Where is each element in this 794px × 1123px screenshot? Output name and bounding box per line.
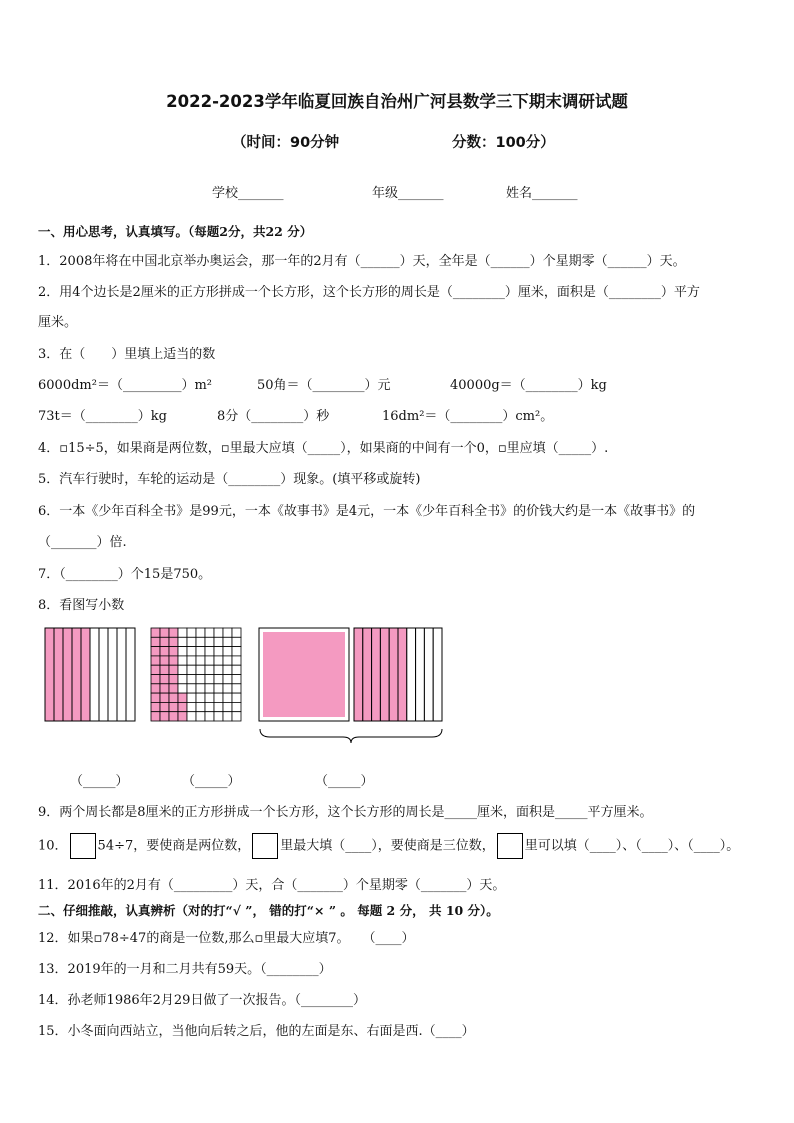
question-2-cont: 厘米。 <box>38 315 78 330</box>
hundredth-cell <box>232 628 241 637</box>
hundredth-cell <box>178 665 187 674</box>
section-1-heading: 一、用心思考，认真填写。（每题2分，共22 分） <box>38 224 313 239</box>
tenth-strip <box>416 628 425 721</box>
tenth-strip <box>424 628 433 721</box>
tenth-strip <box>54 628 63 721</box>
tenth-strip <box>63 628 72 721</box>
name-field[interactable]: 姓名_______ <box>506 186 578 201</box>
question-7: 7．（________）个15是750。 <box>38 567 212 582</box>
hundredth-cell <box>169 675 178 684</box>
question-11: 11．2016年的2月有（_________）天，合（_______）个星期零（_______）天。 <box>38 878 506 893</box>
hundredth-cell <box>178 702 187 711</box>
school-field[interactable]: 学校_______ <box>212 186 284 201</box>
question-13: 13．2019年的一月和二月共有59天。（________） <box>38 962 332 977</box>
hundredth-cell <box>160 675 169 684</box>
hundredth-cell <box>169 684 178 693</box>
hundredth-cell <box>178 693 187 702</box>
hundredth-cell <box>151 637 160 646</box>
hundredth-cell <box>205 702 214 711</box>
hundredth-cell <box>187 675 196 684</box>
hundredth-cell <box>232 637 241 646</box>
hundredth-cell <box>187 628 196 637</box>
digit-box[interactable] <box>497 833 523 859</box>
hundredth-cell <box>196 637 205 646</box>
question-3-item: 16dm²＝（________）cm²。 <box>382 409 554 424</box>
hundredth-cell <box>223 628 232 637</box>
hundredth-cell <box>205 637 214 646</box>
hundredth-cell <box>214 647 223 656</box>
question-14: 14．孙老师1986年2月29日做了一次报告。（________） <box>38 993 366 1008</box>
question-10-text-2: 里最大填（____），要使商是三位数， <box>280 838 495 854</box>
exam-score: 分数：100分） <box>452 135 555 151</box>
question-8: 8．看图写小数 <box>38 598 125 613</box>
decimal-figure-hundredths <box>150 627 244 723</box>
tenth-strip <box>72 628 81 721</box>
hundredth-cell <box>223 675 232 684</box>
hundredth-cell <box>151 712 160 721</box>
question-3-item: 40000g＝（________）kg <box>450 378 607 393</box>
tenth-strip <box>81 628 90 721</box>
question-4: 4．▫15÷5，如果商是两位数，▫里最大应填（_____），如果商的中间有一个0，▫里应填（_____）. <box>38 441 609 456</box>
question-5: 5．汽车行驶时，车轮的运动是（________）现象。(填平移或旋转) <box>38 472 421 487</box>
hundredth-cell <box>214 665 223 674</box>
hundredth-cell <box>169 693 178 702</box>
hundredth-cell <box>214 637 223 646</box>
tenth-strip <box>389 628 398 721</box>
hundredth-cell <box>214 684 223 693</box>
tenth-strip <box>372 628 381 721</box>
hundredth-cell <box>223 665 232 674</box>
question-10-text-1: 54÷7，要使商是两位数， <box>97 838 251 854</box>
hundredth-cell <box>232 656 241 665</box>
digit-box[interactable] <box>252 833 278 859</box>
hundredth-cell <box>214 675 223 684</box>
hundredth-cell <box>232 647 241 656</box>
digit-box[interactable] <box>70 833 96 859</box>
hundredth-cell <box>223 637 232 646</box>
hundredth-cell <box>205 628 214 637</box>
question-3-item: 6000dm²＝（_________）m² <box>38 378 212 393</box>
exam-time: （时间：90分钟 <box>232 135 340 151</box>
hundredth-cell <box>169 665 178 674</box>
tenth-strip <box>407 628 416 721</box>
decimal-figure-tenths <box>44 627 138 723</box>
hundredth-cell <box>223 712 232 721</box>
hundredth-cell <box>196 675 205 684</box>
hundredth-cell <box>232 684 241 693</box>
hundredth-cell <box>232 665 241 674</box>
section-2-heading: 二、仔细推敲，认真辨析（对的打“√ ”， 错的打“× ” 。 每题 2 分， 共 10 分）。 <box>38 903 499 918</box>
hundredth-cell <box>196 693 205 702</box>
tenth-strip <box>433 628 442 721</box>
hundredth-cell <box>160 628 169 637</box>
hundredth-cell <box>187 693 196 702</box>
hundredth-cell <box>160 684 169 693</box>
hundredth-cell <box>151 684 160 693</box>
tenth-strip <box>126 628 135 721</box>
grade-field[interactable]: 年级_______ <box>372 186 444 201</box>
hundredth-cell <box>187 684 196 693</box>
hundredth-cell <box>205 656 214 665</box>
decimal-figure-mixed <box>258 625 446 743</box>
hundredth-cell <box>196 712 205 721</box>
hundredth-cell <box>160 693 169 702</box>
question-3-item: 8分（________）秒 <box>217 409 330 424</box>
question-6-cont: （_______）倍. <box>38 535 127 550</box>
question-9: 9．两个周长都是8厘米的正方形拼成一个长方形，这个长方形的周长是_____厘米，面积是_____平方厘米。 <box>38 805 653 820</box>
hundredth-cell <box>205 647 214 656</box>
tenth-strip <box>398 628 407 721</box>
hundredth-cell <box>160 637 169 646</box>
hundredth-cell <box>151 656 160 665</box>
hundredth-cell <box>232 712 241 721</box>
question-6: 6．一本《少年百科全书》是99元，一本《故事书》是4元，一本《少年百科全书》的价钱大约是一本《故事书》的 <box>38 504 696 519</box>
hundredth-cell <box>214 693 223 702</box>
tenth-strip <box>108 628 117 721</box>
hundredth-cell <box>178 628 187 637</box>
hundredth-cell <box>187 647 196 656</box>
hundredth-cell <box>187 702 196 711</box>
hundredth-cell <box>196 684 205 693</box>
exam-title: 2022-2023学年临夏回族自治州广河县数学三下期末调研试题 <box>166 92 628 111</box>
hundredth-cell <box>196 665 205 674</box>
hundredth-cell <box>232 693 241 702</box>
hundredth-cell <box>187 637 196 646</box>
hundredth-cell <box>196 656 205 665</box>
hundredth-cell <box>223 693 232 702</box>
hundredth-cell <box>214 712 223 721</box>
hundredth-cell <box>196 628 205 637</box>
hundredth-cell <box>214 656 223 665</box>
tenth-strip <box>354 628 363 721</box>
hundredth-cell <box>214 628 223 637</box>
brace <box>260 729 442 743</box>
hundredth-cell <box>205 693 214 702</box>
hundredth-cell <box>187 665 196 674</box>
hundredth-cell <box>223 702 232 711</box>
hundredth-cell <box>205 675 214 684</box>
answer-blank[interactable]: （_____） <box>182 774 241 789</box>
question-3: 3．在（ ）里填上适当的数 <box>38 347 216 362</box>
hundredth-cell <box>196 702 205 711</box>
hundredth-cell <box>151 665 160 674</box>
hundredth-cell <box>160 702 169 711</box>
answer-blank[interactable]: （_____） <box>70 774 129 789</box>
hundredth-cell <box>232 675 241 684</box>
question-3-item: 50角＝（________）元 <box>257 378 391 393</box>
hundredth-cell <box>232 702 241 711</box>
hundredth-cell <box>151 702 160 711</box>
question-10 <box>38 833 739 859</box>
hundredth-cell <box>223 656 232 665</box>
hundredth-cell <box>205 712 214 721</box>
answer-blank[interactable]: （_____） <box>315 774 374 789</box>
hundredth-cell <box>187 712 196 721</box>
hundredth-cell <box>151 647 160 656</box>
question-2: 2．用4个边长是2厘米的正方形拼成一个长方形，这个长方形的周长是（________）厘米，面积是（________）平方 <box>38 285 700 300</box>
hundredth-cell <box>160 712 169 721</box>
hundredth-cell <box>223 647 232 656</box>
hundredth-cell <box>160 665 169 674</box>
tenth-strip <box>117 628 126 721</box>
hundredth-cell <box>214 702 223 711</box>
question-1: 1．2008年将在中国北京举办奥运会，那一年的2月有（______）天，全年是（______）个星期零（______）天。 <box>38 254 686 269</box>
hundredth-cell <box>151 693 160 702</box>
question-10-number: 10． <box>38 838 68 854</box>
hundredth-cell <box>178 684 187 693</box>
hundredth-cell <box>178 712 187 721</box>
hundredth-cell <box>169 628 178 637</box>
hundredth-cell <box>169 656 178 665</box>
hundredth-cell <box>160 656 169 665</box>
hundredth-cell <box>178 647 187 656</box>
tenth-strip <box>90 628 99 721</box>
hundredth-cell <box>160 647 169 656</box>
tenth-strip <box>380 628 389 721</box>
tenth-strip <box>45 628 54 721</box>
hundredth-cell <box>205 665 214 674</box>
hundredth-cell <box>223 684 232 693</box>
question-15: 15．小冬面向西站立，当他向后转之后，他的左面是东、右面是西.（____） <box>38 1024 475 1039</box>
hundredth-cell <box>196 647 205 656</box>
hundredth-cell <box>205 684 214 693</box>
question-3-item: 73t＝（________）kg <box>38 409 167 424</box>
hundredth-cell <box>151 675 160 684</box>
tenth-strip <box>99 628 108 721</box>
tenth-strip <box>363 628 372 721</box>
question-10-text-3: 里可以填（____）、（____）、（____）。 <box>524 838 740 854</box>
hundredth-cell <box>178 637 187 646</box>
hundredth-cell <box>178 675 187 684</box>
hundredth-cell <box>169 637 178 646</box>
hundredth-cell <box>187 656 196 665</box>
whole-square-fill <box>263 632 345 717</box>
hundredth-cell <box>151 628 160 637</box>
hundredth-cell <box>178 656 187 665</box>
hundredth-cell <box>169 647 178 656</box>
question-12: 12．如果▫78÷47的商是一位数,那么▫里最大应填7。 （____） <box>38 931 415 946</box>
hundredth-cell <box>169 712 178 721</box>
hundredth-cell <box>169 702 178 711</box>
